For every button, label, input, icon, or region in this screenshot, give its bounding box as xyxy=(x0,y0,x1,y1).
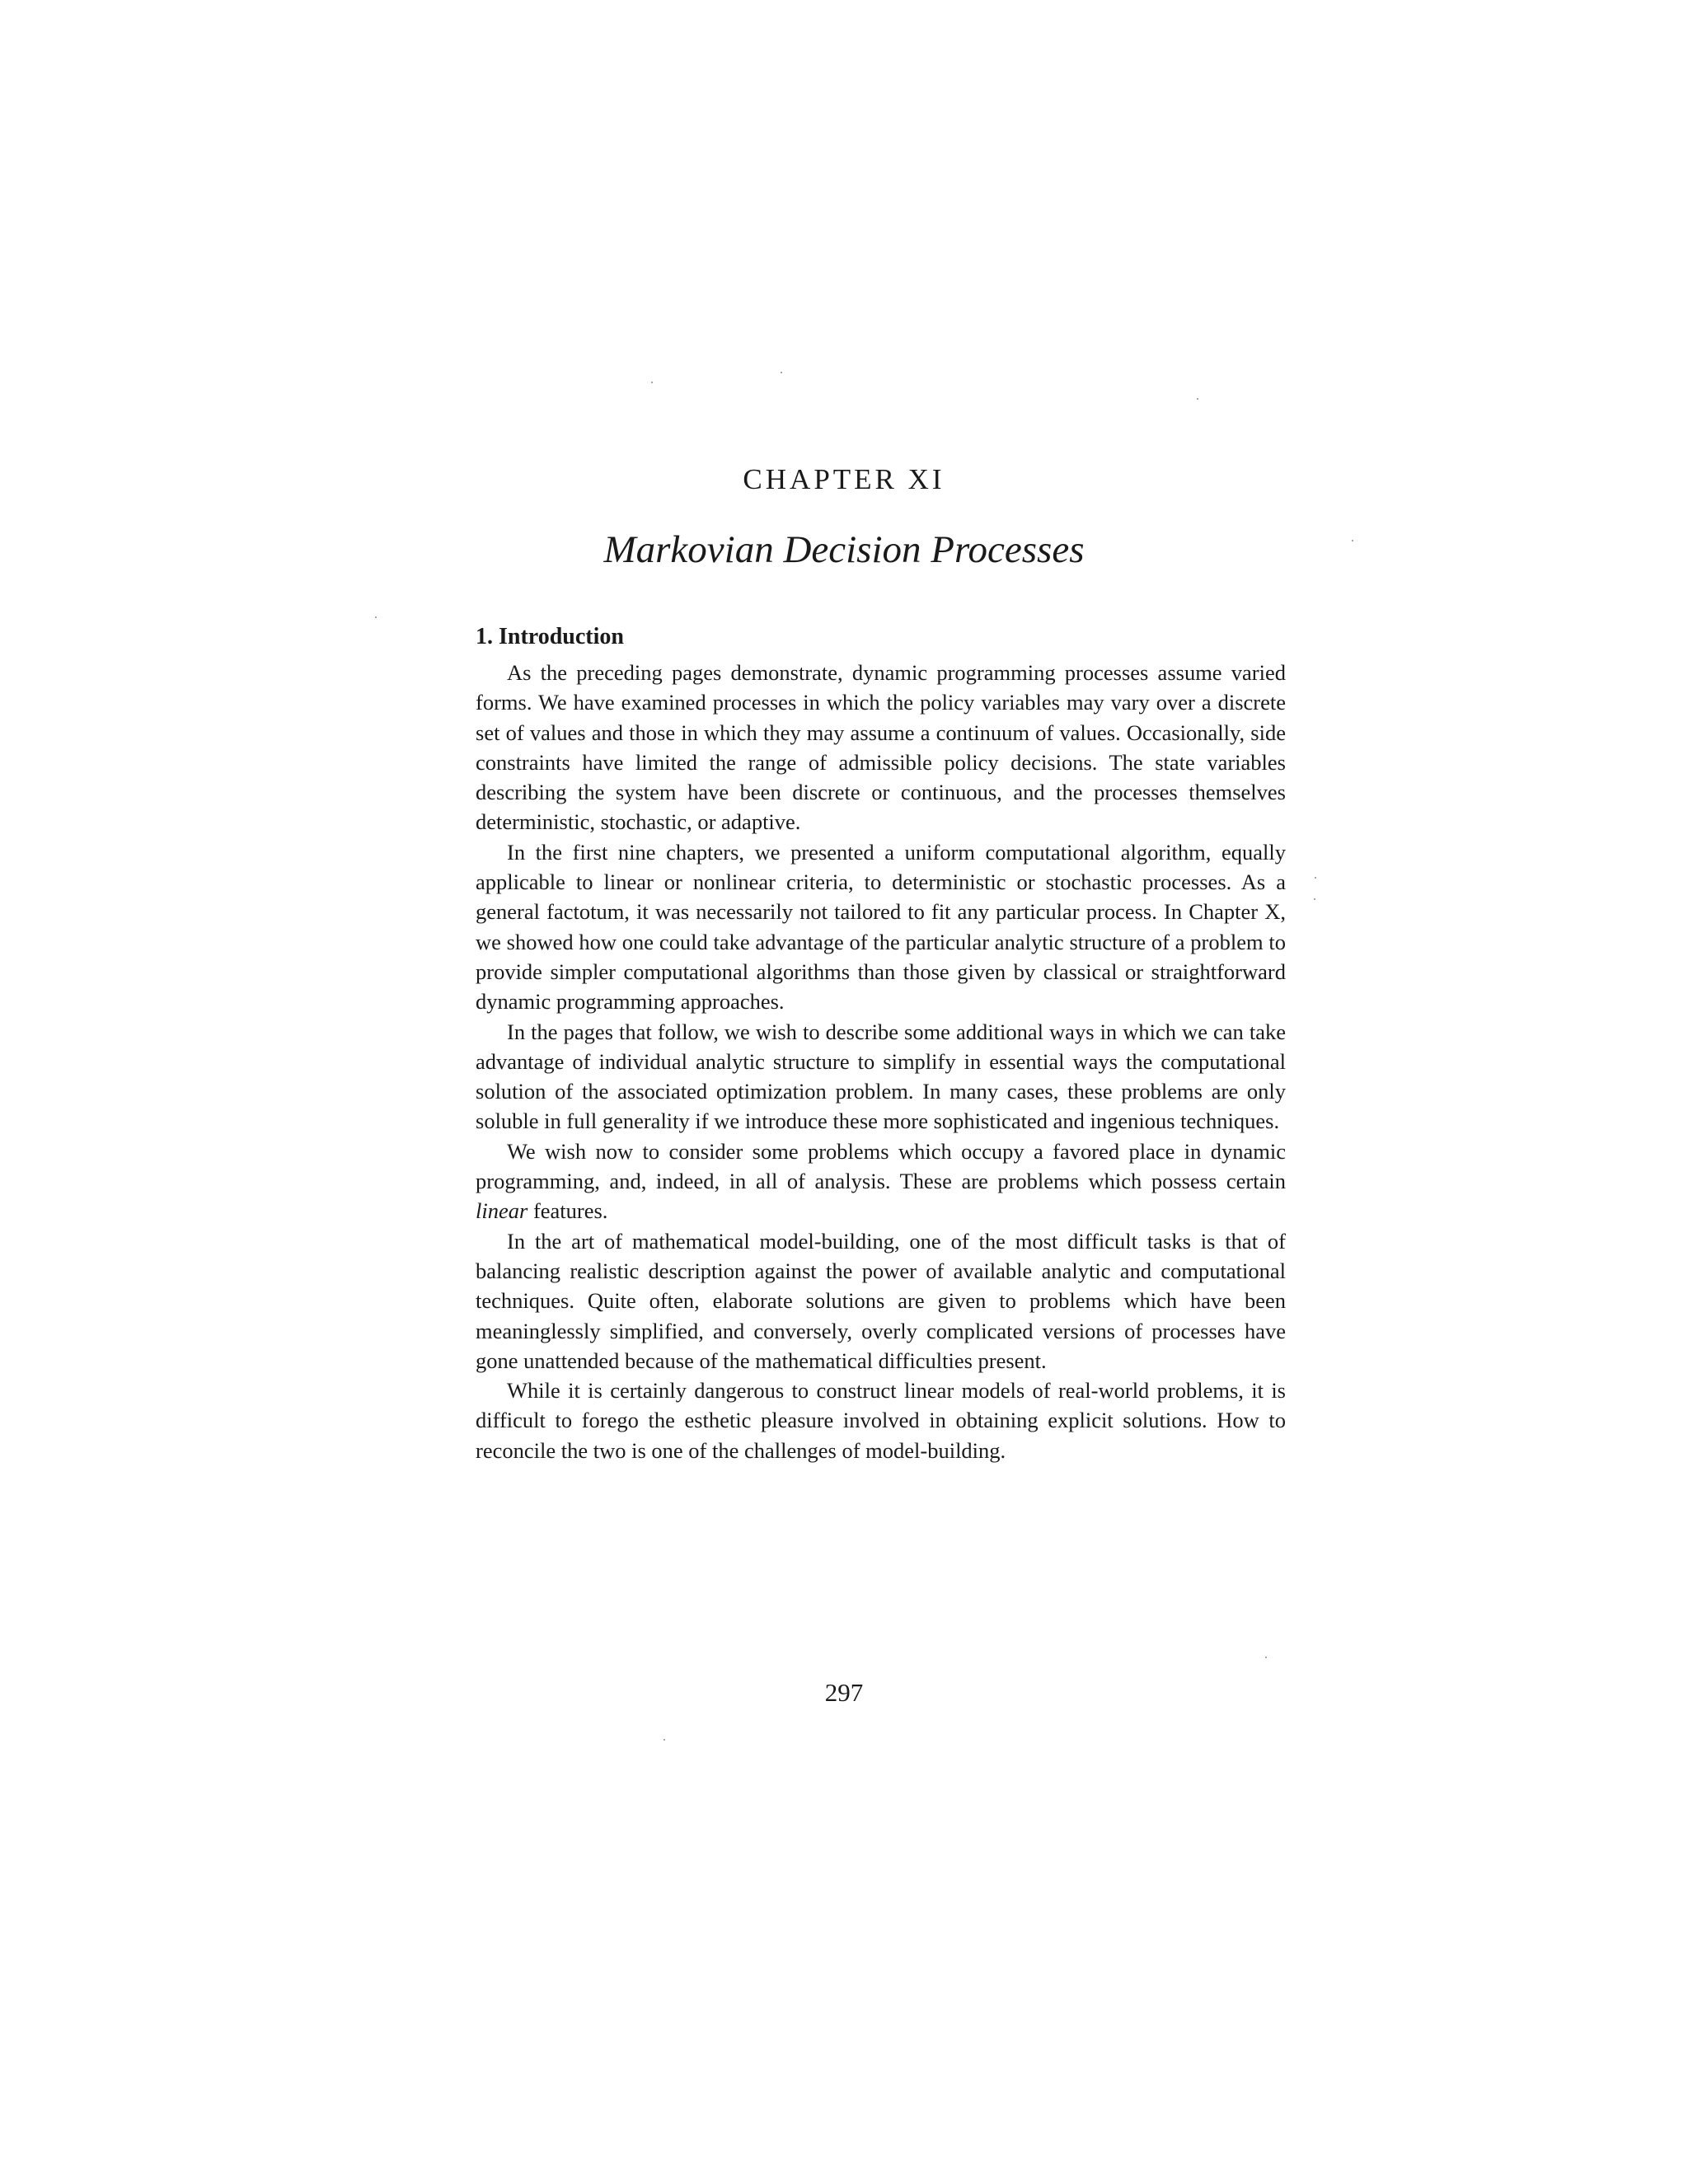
paragraph: In the first nine chapters, we presented a uniform computational algorithm, equally applicable to linear or nonlinear criteria, to deterministic or stochastic processes. As a general factotum, it was necessarily not tailored to fit any particular process. In Chapter X, we showed how one could take advantage of the particular analytic structure of a problem to provide simpler computational algorithms than those given by classical or straightforward dynamic programming approaches. xyxy=(476,839,1286,1015)
scan-speck xyxy=(663,1739,665,1741)
emphasis: linear xyxy=(476,1198,528,1224)
paragraph: As the preceding pages demonstrate, dynamic programming processes assume varied forms. We have examined processes in which the policy variables may vary over a discrete set of values and those in which they may assume a continuum of values. Occasionally, side constraints have limited the range of admissible policy decisions. The state variables describing the system have been discrete or continuous, and the processes themselves deterministic, stochastic, or adaptive. xyxy=(476,660,1286,835)
page-number: 297 xyxy=(824,1678,864,1707)
section-heading: 1. Introduction xyxy=(476,624,624,649)
scan-speck xyxy=(651,382,653,383)
scan-speck xyxy=(1314,898,1315,900)
paragraph: While it is certainly dangerous to construct linear models of real-world problems, it is difficult to forego the esthetic pleasure involved in obtaining explicit solutions. How to reconcile the two is one of the challenges of model-building. xyxy=(476,1378,1286,1463)
paragraph: In the pages that follow, we wish to describe some additional ways in which we can take advantage of individual analytic structure to simplify in essential ways the computational solution of the associated optimization problem. In many cases, these problems are only soluble in full generality if we introduce these more sophisticated and ingenious techniques. xyxy=(476,1019,1286,1134)
body-text xyxy=(476,658,1286,1465)
chapter-label: CHAPTER XI xyxy=(743,463,945,495)
scan-speck xyxy=(781,372,782,373)
scan-speck xyxy=(1197,398,1198,400)
scan-speck xyxy=(1315,877,1316,879)
scan-speck xyxy=(1352,540,1353,541)
scan-speck xyxy=(1265,1657,1267,1658)
paragraph: In the art of mathematical model-building, one of the most difficult tasks is that of balancing realistic description against the power of available analytic and computational techniques. Quite often, elaborate solutions are given to problems which have been meaninglessly simplified, and conversely, overly complicated versions of processes have gone unattended because of the mathematical difficulties present. xyxy=(476,1228,1286,1373)
chapter-title: Markovian Decision Processes xyxy=(603,528,1085,571)
paragraph: We wish now to consider some problems which occupy a favored place in dynamic programming, and, indeed, in all of analysis. These are problems which possess certain linear features. xyxy=(476,1138,1286,1224)
scan-speck xyxy=(375,616,377,618)
